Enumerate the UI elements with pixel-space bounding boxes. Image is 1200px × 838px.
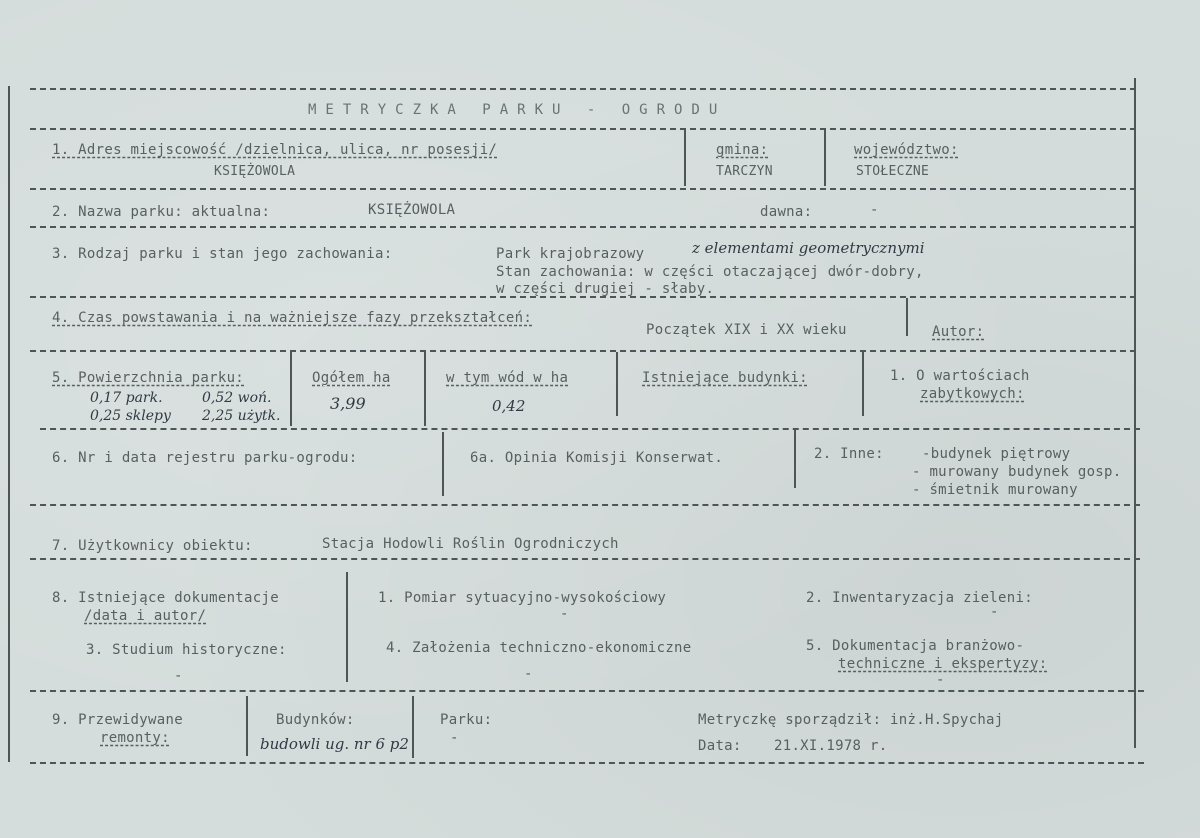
creation-time-value: Początek XIX i XX wieku — [646, 322, 847, 338]
register-label: 6. Nr i data rejestru parku-ogrodu: — [52, 450, 358, 466]
former-name-label: dawna: — [760, 204, 813, 220]
preservation-line: Stan zachowania: w części otaczającej dwór-dobry, — [496, 264, 924, 280]
rule-8 — [30, 558, 1140, 560]
park-name-label: 2. Nazwa parku: aktualna: — [52, 204, 271, 220]
doc-item-historical-dash: - — [174, 668, 183, 684]
area-use-handwritten: 2,25 użytk. — [202, 408, 281, 424]
border-right — [1134, 78, 1136, 748]
users-value: Stacja Hodowli Roślin Ogrodniczych — [322, 536, 619, 552]
park-type-line1: Park krajobrazowy — [496, 246, 645, 262]
rule-6 — [40, 428, 1140, 430]
sep-9b — [412, 696, 414, 758]
sep-1b — [824, 130, 826, 186]
gmina-label: gmina: — [716, 142, 769, 158]
water-area-label: w tym wód w ha — [446, 370, 569, 386]
park-type-label: 3. Rodzaj parku i stan jego zachowania: — [52, 246, 393, 262]
water-area-value: 0,42 — [492, 397, 526, 415]
park-type-handwritten: z elementami geometrycznymi — [692, 239, 925, 257]
park-repairs-label: Parku: — [440, 712, 493, 728]
area-park-handwritten: 0,17 park. — [90, 390, 163, 406]
prepared-by: Metryczkę sporządził: inż.H.Spychaj — [698, 712, 1004, 728]
rule-7 — [30, 504, 1140, 506]
other-label: 2. Inne: — [814, 446, 884, 462]
documentation-label-2: /data i autor/ — [84, 608, 207, 624]
repairs-label-2: remonty: — [100, 730, 170, 746]
sep-4 — [906, 298, 908, 336]
voivodeship-value: STOŁECZNE — [856, 164, 930, 179]
doc-item-technical-dash: - — [524, 666, 533, 682]
rule-9 — [30, 690, 1144, 692]
repairs-label: 9. Przewidywane — [52, 712, 183, 728]
park-name-value: KSIĘŻOWOLA — [368, 202, 456, 218]
total-area-value: 3,99 — [330, 394, 366, 413]
sep-8 — [346, 572, 348, 682]
date-value: 21.XI.1978 r. — [774, 738, 888, 754]
doc-item-greenery-dash: - — [990, 604, 999, 620]
users-label: 7. Użytkownicy obiektu: — [52, 538, 253, 554]
sep-5b — [424, 352, 426, 426]
sep-6b — [794, 430, 796, 488]
preservation-line-2: w części drugiej - słaby. — [496, 281, 715, 297]
doc-item-branch: 5. Dokumentacja branżowo- — [806, 638, 1025, 654]
area-water-handwritten: 0,52 woń. — [202, 390, 272, 406]
creation-time-label: 4. Czas powstawania i na ważniejsze fazy przekształceń: — [52, 310, 533, 326]
address-value: KSIĘŻOWOLA — [214, 164, 296, 179]
conservation-opinion-label: 6a. Opinia Komisji Konserwat. — [470, 450, 724, 466]
doc-item-greenery: 2. Inwentaryzacja zieleni: — [806, 590, 1033, 606]
doc-item-technical: 4. Założenia techniczno-ekonomiczne — [386, 640, 692, 656]
rule-5 — [30, 350, 1136, 352]
rule-3 — [30, 226, 1136, 228]
sep-9a — [246, 696, 248, 756]
park-repairs-value: - — [450, 730, 459, 746]
card-title: METRYCZKA PARKU - OGRODU — [308, 102, 727, 118]
border-left — [8, 86, 10, 762]
sep-5d — [862, 352, 864, 416]
sep-5a — [290, 352, 292, 426]
total-area-label: Ogółem ha — [312, 370, 391, 386]
sep-1a — [684, 130, 686, 186]
other-item-3: - śmietnik murowany — [912, 482, 1078, 498]
rule-1 — [30, 128, 1136, 130]
author-label: Autor: — [932, 324, 985, 340]
gmina-value: TARCZYN — [716, 164, 773, 179]
documentation-label: 8. Istniejące dokumentacje — [52, 590, 279, 606]
voivodeship-label: województwo: — [854, 142, 959, 158]
doc-item-historical: 3. Studium historyczne: — [86, 642, 287, 658]
other-item-1: -budynek piętrowy — [922, 446, 1071, 462]
buildings-repairs-handwritten: budowli ug. nr 6 p2 — [260, 735, 409, 753]
doc-item-branch-2: techniczne i ekspertyzy: — [838, 656, 1048, 672]
area-label: 5. Powierzchnia parku: — [52, 370, 245, 386]
doc-item-branch-dash: - — [936, 672, 945, 688]
doc-item-survey-dash: - — [560, 606, 569, 622]
doc-item-survey: 1. Pomiar sytuacyjno-wysokościowy — [378, 590, 667, 606]
date-label: Data: — [698, 738, 742, 754]
sep-5c — [616, 352, 618, 416]
rule-2 — [30, 188, 1136, 190]
other-item-2: - murowany budynek gosp. — [912, 464, 1122, 480]
buildings-repairs-label: Budynków: — [276, 712, 355, 728]
monument-values-label: 1. O wartościach — [890, 368, 1030, 384]
former-name-value: - — [870, 202, 879, 218]
area-shops-handwritten: 0,25 sklepy — [90, 408, 171, 424]
buildings-label: Istniejące budynki: — [642, 370, 808, 386]
rule-10 — [30, 762, 1144, 764]
border-top — [30, 88, 1136, 90]
monument-values-label-2: zabytkowych: — [920, 386, 1025, 402]
sep-6a — [442, 432, 444, 496]
address-label: 1. Adres miejscowość /dzielnica, ulica, nr posesji/ — [52, 142, 498, 158]
